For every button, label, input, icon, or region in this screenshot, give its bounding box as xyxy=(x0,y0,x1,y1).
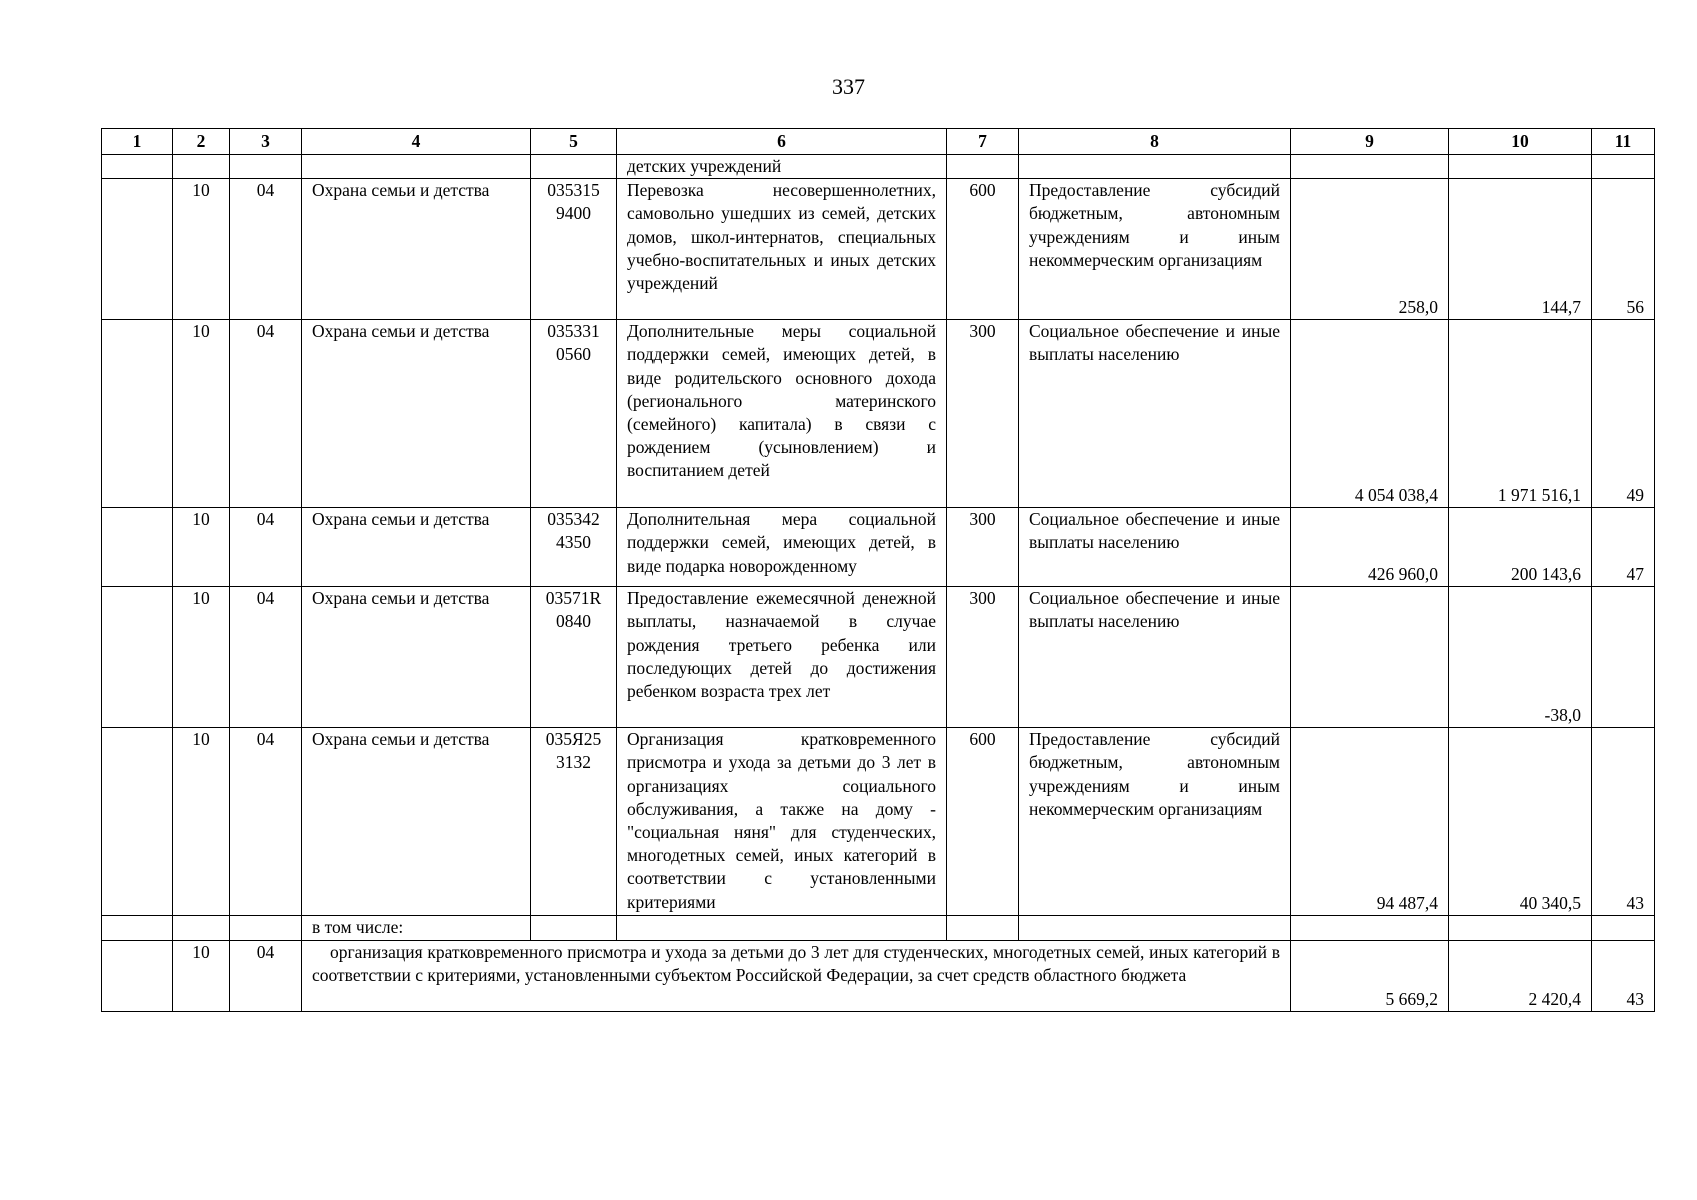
expense-description: Дополнительные меры социальной поддержки семей, имеющих детей, в виде родительского основного дохода (регионального материнского (семейного) капитала) в связи с рождением (усыновлением) и воспитанием детей xyxy=(617,320,947,508)
percent-executed xyxy=(1592,587,1655,728)
expense-type-name: Социальное обеспечение и иные выплаты населению xyxy=(1019,587,1291,728)
subsection-code: 04 xyxy=(230,941,302,1012)
section-name: Охрана семьи и детства xyxy=(302,728,531,916)
amount-executed: 2 420,4 xyxy=(1449,941,1592,1012)
expense-description: Дополнительная мера социальной поддержки семей, имеющих детей, в виде подарка новорожденному xyxy=(617,508,947,587)
table-row xyxy=(102,587,1655,728)
amount-planned: 94 487,4 xyxy=(1291,728,1449,916)
expense-type-code: 300 xyxy=(947,320,1019,508)
amount-executed: 144,7 xyxy=(1449,179,1592,320)
continuation-text: детских учреждений xyxy=(617,155,947,179)
sub-row-description: организация кратковременного присмотра и ухода за детьми до 3 лет для студенческих, многодетных семей, иных категорий в соответствии с критериями, установленными субъектом Российской Федерации, за счет средств областного бюджета xyxy=(302,941,1291,1012)
amount-executed: -38,0 xyxy=(1449,587,1592,728)
table-row xyxy=(102,320,1655,508)
section-code: 10 xyxy=(173,179,230,320)
page-number: 337 xyxy=(832,74,865,99)
amount-planned: 5 669,2 xyxy=(1291,941,1449,1012)
section-code: 10 xyxy=(173,587,230,728)
column-header: 5 xyxy=(531,129,617,155)
expense-type-code: 600 xyxy=(947,728,1019,916)
subsection-code: 04 xyxy=(230,587,302,728)
column-header: 9 xyxy=(1291,129,1449,155)
table-row xyxy=(102,179,1655,320)
percent-executed: 56 xyxy=(1592,179,1655,320)
column-header: 11 xyxy=(1592,129,1655,155)
amount-executed: 40 340,5 xyxy=(1449,728,1592,916)
percent-executed: 43 xyxy=(1592,728,1655,916)
percent-executed: 49 xyxy=(1592,320,1655,508)
column-header: 2 xyxy=(173,129,230,155)
continuation-row xyxy=(102,155,1655,179)
column-header: 3 xyxy=(230,129,302,155)
table-row xyxy=(102,508,1655,587)
target-code: 03571R 0840 xyxy=(531,587,617,728)
amount-executed: 200 143,6 xyxy=(1449,508,1592,587)
target-code: 035Я25 3132 xyxy=(531,728,617,916)
subsection-code: 04 xyxy=(230,179,302,320)
subsection-code: 04 xyxy=(230,320,302,508)
percent-executed: 47 xyxy=(1592,508,1655,587)
expense-type-code: 600 xyxy=(947,179,1019,320)
expense-type-name: Социальное обеспечение и иные выплаты населению xyxy=(1019,508,1291,587)
column-header: 6 xyxy=(617,129,947,155)
amount-planned: 4 054 038,4 xyxy=(1291,320,1449,508)
budget-table xyxy=(101,128,1655,1012)
column-header: 8 xyxy=(1019,129,1291,155)
target-code: 035342 4350 xyxy=(531,508,617,587)
target-code: 035315 9400 xyxy=(531,179,617,320)
subsection-code: 04 xyxy=(230,508,302,587)
target-code: 035331 0560 xyxy=(531,320,617,508)
section-name: Охрана семьи и детства xyxy=(302,320,531,508)
subsection-code: 04 xyxy=(230,728,302,916)
percent-executed: 43 xyxy=(1592,941,1655,1012)
table-row-sub xyxy=(102,941,1655,1012)
including-row xyxy=(102,916,1655,941)
section-code: 10 xyxy=(173,941,230,1012)
expense-type-code: 300 xyxy=(947,587,1019,728)
expense-type-name: Социальное обеспечение и иные выплаты населению xyxy=(1019,320,1291,508)
column-header: 1 xyxy=(102,129,173,155)
amount-planned: 258,0 xyxy=(1291,179,1449,320)
section-code: 10 xyxy=(173,508,230,587)
including-label: в том числе: xyxy=(302,916,531,941)
expense-description: Организация кратковременного присмотра и ухода за детьми до 3 лет в организациях социального обслуживания, а также на дому - "социальная няня" для студенческих, многодетных семей, иных категорий в соответствии с установленными критериями xyxy=(617,728,947,916)
section-code: 10 xyxy=(173,320,230,508)
column-header: 7 xyxy=(947,129,1019,155)
expense-description: Перевозка несовершеннолетних, самовольно ушедших из семей, детских домов, школ-интернатов, специальных учебно-воспитательных и иных детских учреждений xyxy=(617,179,947,320)
expense-description: Предоставление ежемесячной денежной выплаты, назначаемой в случае рождения третьего ребенка или последующих детей до достижения ребенком возраста трех лет xyxy=(617,587,947,728)
header-row xyxy=(102,129,1655,155)
table-row xyxy=(102,728,1655,916)
section-name: Охрана семьи и детства xyxy=(302,508,531,587)
section-code: 10 xyxy=(173,728,230,916)
column-header: 10 xyxy=(1449,129,1592,155)
column-header: 4 xyxy=(302,129,531,155)
section-name: Охрана семьи и детства xyxy=(302,179,531,320)
expense-type-code: 300 xyxy=(947,508,1019,587)
amount-executed: 1 971 516,1 xyxy=(1449,320,1592,508)
amount-planned: 426 960,0 xyxy=(1291,508,1449,587)
expense-type-name: Предоставление субсидий бюджетным, автономным учреждениям и иным некоммерческим организациям xyxy=(1019,179,1291,320)
section-name: Охрана семьи и детства xyxy=(302,587,531,728)
amount-planned xyxy=(1291,587,1449,728)
expense-type-name: Предоставление субсидий бюджетным, автономным учреждениям и иным некоммерческим организациям xyxy=(1019,728,1291,916)
